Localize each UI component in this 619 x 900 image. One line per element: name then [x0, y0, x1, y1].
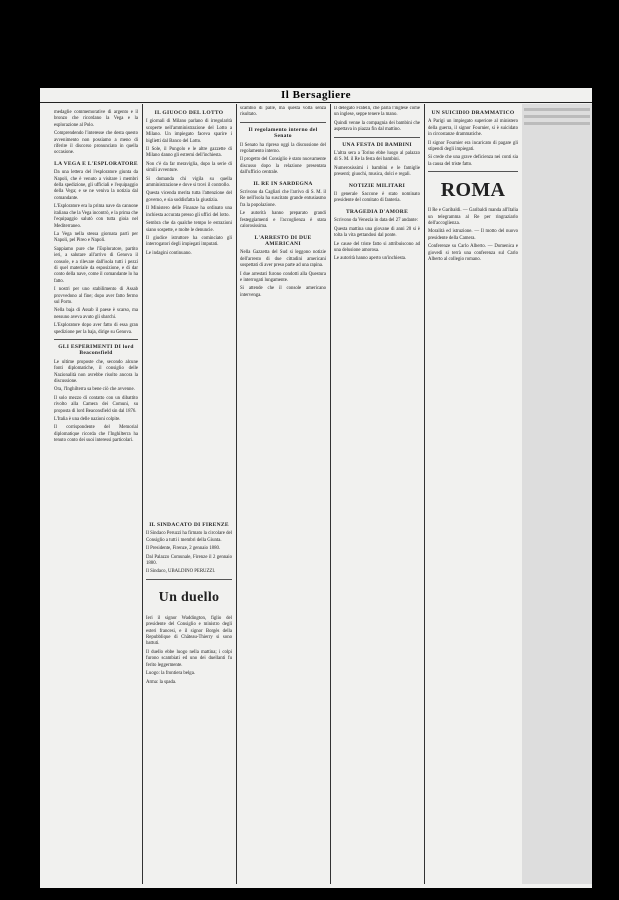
column-separator: [236, 104, 237, 884]
article-title: TRAGEDIA D'AMORE: [345, 208, 409, 215]
article-title: Un duello: [158, 589, 220, 605]
column-5: [334, 106, 420, 265]
column-3: [146, 518, 232, 688]
paragraph: Il Sole, il Pungolo e le altre gazzette di Milano danno gli estremi dell'inchiesta.: [146, 147, 232, 159]
paragraph: Nella Gazzetta del Sud si leggono notizie dell'arresto di due cittadini americani sospettati di aver preso parte ad una rapina.: [240, 250, 326, 269]
masthead: Il Bersagliere: [40, 88, 592, 103]
section-title-roma: ROMA: [440, 179, 506, 202]
paragraph: Le cause del triste fatto si attribuiscono ad una delusione amorosa.: [334, 241, 420, 253]
paragraph: La Vega nella stessa giornata partì per Napoli, pel Pireo e Napoli.: [54, 231, 138, 244]
paragraph: Sappiamo pure che l'Esploratore, partito ieri, a salutare all'arrivo di Genova il console, e a rilevare dall'isola tutti i pezzi di quel materiale da esposizione, e di dar conto della nave, come il comandante lo ha fatto.: [54, 246, 138, 284]
paragraph: Il Re e Garibaldi. — Garibaldi manda all'Italia un telegramma al Re per ringraziarlo dell'accoglienza.: [428, 208, 518, 227]
paragraph: Il giudice istruttore ha cominciato gli interrogatori degli impiegati imputati.: [146, 235, 232, 248]
newspaper-page: [40, 88, 592, 888]
paragraph: Si domanda chi vigila su quella amministrazione e dove si trovi il controllo.: [146, 176, 232, 189]
paragraph: scambio di palle, ma questa volta senza risultato.: [240, 106, 326, 118]
paragraph: Questa vicenda merita tutta l'attenzione del governo, e sia soddisfatta la giustizia.: [146, 191, 232, 203]
stub-line: [524, 122, 590, 125]
paragraph: L'Italia è una delle nazioni colpite.: [54, 417, 121, 423]
paragraph: Il Presidente, Firenze, 2 gennaio 1880.: [146, 546, 221, 552]
paragraph: Scrivono da Cagliari che l'arrivo di S. M. il Re nell'isola ha suscitato grande entusiasmo fra la popolazione.: [240, 190, 326, 208]
column-separator: [142, 104, 143, 884]
stub-line: [524, 108, 590, 111]
divider: [146, 579, 232, 580]
paragraph: Nella baja di Assab il paese è scarso, ma nessuno aveva avuto gli sbarchi.: [54, 308, 138, 320]
article-title: L'ARRESTO DI DUE AMERICANI: [254, 234, 312, 247]
adjacent-page-edge: [522, 104, 592, 884]
paragraph: Moralità ed istruzione. — Il motto del nuovo presidente della Camera.: [428, 229, 518, 241]
paragraph: Il Sindaco, UBALDINO PERUZZI.: [146, 569, 216, 575]
column-4: [240, 106, 326, 301]
column-2-title: IL GIUOCO DEL LOTTO: [154, 110, 224, 116]
column-6-title: UN SUICIDIO DRAMMATICO: [431, 110, 515, 116]
column-4-title: Il regolamento interno del Senato: [248, 126, 318, 140]
paragraph: Il signor Fournier era incaricato di pagare gli stipendi degli impiegati.: [428, 140, 518, 153]
column-3-title: IL SINDACATO DI FIRENZE: [149, 522, 229, 528]
column-2: [146, 106, 232, 259]
paragraph: Comprendendo l'interesse che desta questo avvenimento non possiamo a meno di riferire il discorso pronunciato in quella occasione.: [54, 131, 138, 156]
paragraph: Le autorità hanno preparato grandi festeggiamenti e l'accoglienza è stata calorosissima.: [240, 211, 326, 230]
column-separator: [424, 104, 425, 884]
column-1: [54, 106, 138, 447]
paragraph: Da una lettera del l'esploratore giunta da Napoli, che è venuto a visitare i membri della spedizione, gli ufficiali e l'equipaggio della Vega; e se ne veniva la notizia dal comandante.: [54, 170, 138, 201]
paragraph: A Parigi un impiegato superiore al ministero della guerra, il signor Fournier, si è suicidato in circostanze drammatiche.: [428, 119, 518, 138]
paragraph: medaglie commemorative di argento e il bronzo che ricordano la Vega e la esplorazione al Polo.: [54, 110, 138, 128]
paragraph: Luogo: la frontiera belga.: [146, 671, 196, 677]
column-separator: [330, 104, 331, 884]
divider: [334, 137, 420, 138]
paragraph: Il Senato ha ripreso oggi la discussione del regolamento interno.: [240, 142, 326, 155]
article-title: NOTIZIE MILITARI: [348, 182, 406, 189]
paragraph: Le indagini continuano.: [146, 250, 192, 256]
paragraph: Il generale Saccone è stato nominato presidente del comitato di fanteria.: [334, 192, 420, 204]
paragraph: L'Esploratore era la prima nave da cannone italiana che la Vega incontrò, e la prima che l'equipaggio salutò con tutta gioia nel Mediterraneo.: [54, 204, 138, 229]
paragraph: Numerosissimi i bambini e le famiglie presenti; giuochi, musica, dolci e regali.: [334, 165, 420, 178]
paragraph: Le autorità hanno aperto un'inchiesta.: [334, 256, 407, 262]
column-5-title: UNA FESTA DI BAMBINI: [342, 141, 412, 148]
column-6: [428, 106, 518, 266]
article-title: LA VEGA E L'ESPLORATORE: [54, 160, 138, 167]
paragraph: Si attende che il console americano intervenga.: [240, 286, 326, 298]
paragraph: I nostri per uno stabilimento di Assab provvedono al fine; dopo aver fatto fermo sul Porto.: [54, 287, 138, 305]
divider: [428, 171, 518, 172]
paragraph: Il duello ebbe luogo nella mattina; i colpi furono scambiati ed uno dei duellanti fu ferito leggermente.: [146, 649, 232, 668]
paragraph: Il corrispondente del Memorial diplomatique ricorda che l'Inghilterra ha tenuto conto dei suoi interessi particolari.: [54, 425, 138, 444]
paragraph: Ieri il signor Waddington, figlio del presidente del Consiglio e ministro degli esteri francesi, e il signor Borgès della Repubblique di Château-Thierry si sono battuti.: [146, 615, 232, 647]
divider: [54, 339, 138, 340]
paragraph: Conferenze su Carlo Alberto. — Domenica e giovedì si terrà una conferenza sul Carlo Alberto al collegio romano.: [428, 244, 518, 263]
paragraph: Scrivono da Venezia in data del 27 andante:: [334, 218, 418, 224]
paragraph: Il progetto del Consiglio è stato nuovamente discusso dopo la relazione presentata dall'ufficio centrale.: [240, 157, 326, 176]
paragraph: L'Esploratore dopo aver fatto di essa gran spedizione per la baja, dirige su Genova.: [54, 323, 138, 335]
paragraph: Sembra che da qualche tempo le estrazioni siano sospette, e molte le denuncie.: [146, 221, 232, 233]
paragraph: Il solo mezzo di contatto con un dibattito rivolto alla Camera dei Comuni, su proposta di lord Beaconsfield sin dal 1876.: [54, 395, 138, 414]
paragraph: Il delegato Fratelli, che parla l'inglese come un inglese, seppe tenere la mano.: [334, 106, 420, 118]
divider: [240, 122, 326, 123]
paragraph: Quindi venne la compagnia dei bambini che aspettava in piazza fin dal mattino.: [334, 120, 420, 133]
paragraph: I due arrestati furono condotti alla Questura e interrogati lungamente.: [240, 271, 326, 283]
paragraph: Arma: la spada.: [146, 679, 177, 685]
paragraph: Il Sindaco Peruzzi ha firmato la circolare del Consiglio a tutti i membri della Giunta.: [146, 531, 232, 543]
scan-border: [0, 0, 40, 900]
paragraph: Le ultime proposte che, secondo alcune fonti diplomatiche, il consiglio delle Nazionalità non avrebbe risolto ancora la discussione.: [54, 359, 138, 385]
paragraph: Dal Palazzo Comunale, Firenze il 2 gennaio 1880.: [146, 554, 232, 567]
paragraph: Il Ministero delle Finanze ha ordinato una inchiesta accurata presso gli uffici del lotto.: [146, 206, 232, 218]
paragraph: Si crede che una grave deficienza nei conti sia la causa del triste fatto.: [428, 155, 518, 167]
paragraph: I giornali di Milano parlano di irregolarità scoperte nell'amministrazione del Lotto a Milano. Un impiegato faceva sparire i biglietti dal Banco del Lotto.: [146, 119, 232, 144]
article-title: IL RE IN SARDEGNA: [253, 180, 313, 187]
article-title: GLI ESPERIMENTI DI lord Beaconsfield: [58, 344, 134, 357]
paragraph: Non c'è da far meraviglia, dopo la serie di simili avventure.: [146, 161, 232, 174]
paragraph: Questa mattina una giovane di anni 20 si è tolta la vita gettandosi dal ponte.: [334, 226, 420, 239]
paragraph: L'altra sera a Torino ebbe luogo al palazzo di S. M. il Re la festa dei bambini.: [334, 151, 420, 163]
stub-line: [524, 115, 590, 118]
paragraph: Ora, l'Inghilterra sa bene ciò che avvenne.: [54, 387, 135, 393]
